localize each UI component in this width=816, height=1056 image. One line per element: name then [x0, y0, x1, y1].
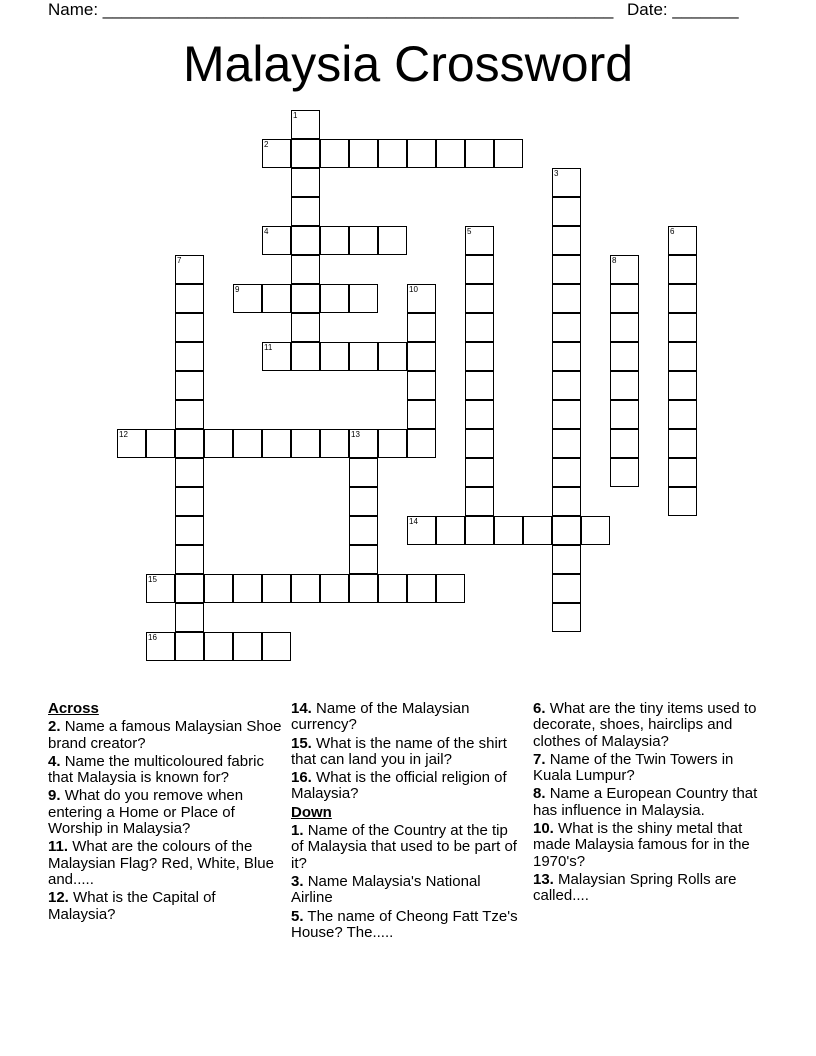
grid-cell[interactable]: [610, 313, 639, 342]
down-clue: [533, 872, 769, 905]
grid-cell[interactable]: [552, 487, 581, 516]
across-clue: [48, 890, 284, 923]
grid-cell[interactable]: [552, 226, 581, 255]
grid-cell[interactable]: [233, 632, 262, 661]
down-clue: [291, 909, 523, 942]
grid-cell[interactable]: [262, 574, 291, 603]
grid-cell[interactable]: [320, 429, 349, 458]
down-clue: [291, 874, 523, 907]
clue-text: What is the Capital of Malaysia?: [48, 889, 216, 923]
cell-number: 7: [177, 256, 182, 265]
grid-cell[interactable]: [552, 197, 581, 226]
clue-text: What are the colours of the Malaysian Flag? Red, White, Blue and.....: [48, 838, 274, 888]
cell-number: 1: [293, 111, 298, 120]
grid-cell[interactable]: [320, 139, 349, 168]
across-clue: [48, 839, 284, 888]
grid-cell[interactable]: [610, 371, 639, 400]
grid-cell[interactable]: [668, 429, 697, 458]
grid-cell[interactable]: [552, 545, 581, 574]
grid-cell[interactable]: [465, 487, 494, 516]
cell-number: 2: [264, 140, 269, 149]
grid-cell[interactable]: [465, 284, 494, 313]
grid-cell[interactable]: [262, 632, 291, 661]
grid-cell[interactable]: [146, 632, 175, 661]
grid-cell[interactable]: [610, 284, 639, 313]
clue-text: What do you remove when entering a Home or Place of Worship in Malaysia?: [48, 787, 244, 838]
grid-cell[interactable]: [291, 342, 320, 371]
grid-cell[interactable]: [146, 574, 175, 603]
grid-cell[interactable]: [175, 574, 204, 603]
cell-number: 10: [409, 285, 418, 294]
clue-number: 15.: [291, 734, 312, 752]
clue-text: Name of the Twin Towers in Kuala Lumpur?: [533, 750, 734, 785]
grid-cell[interactable]: [668, 313, 697, 342]
grid-cell[interactable]: [291, 255, 320, 284]
grid-cell[interactable]: [175, 284, 204, 313]
grid-cell[interactable]: [407, 400, 436, 429]
name-field-line: Name: ______________________________________________________: [48, 0, 614, 19]
grid-cell[interactable]: [349, 516, 378, 545]
grid-cell[interactable]: [436, 574, 465, 603]
grid-cell[interactable]: [204, 574, 233, 603]
grid-cell[interactable]: [668, 342, 697, 371]
cell-number: 13: [351, 430, 360, 439]
grid-cell[interactable]: [291, 139, 320, 168]
grid-cell[interactable]: [668, 371, 697, 400]
grid-cell[interactable]: [349, 284, 378, 313]
cell-number: 3: [554, 169, 559, 178]
across-heading: Across: [48, 700, 99, 717]
grid-cell[interactable]: [233, 574, 262, 603]
grid-cell[interactable]: [465, 255, 494, 284]
cell-number: 16: [148, 633, 157, 642]
clue-text: The name of Cheong Fatt Tze's House? The.....: [291, 907, 518, 941]
grid-cell[interactable]: [378, 139, 407, 168]
grid-cell[interactable]: [320, 574, 349, 603]
grid-cell[interactable]: [407, 371, 436, 400]
grid-cell[interactable]: [494, 516, 523, 545]
grid-cell[interactable]: [175, 429, 204, 458]
clue-number: 11.: [48, 838, 69, 856]
grid-cell[interactable]: [175, 603, 204, 632]
grid-cell[interactable]: [465, 313, 494, 342]
grid-cell[interactable]: [262, 342, 291, 371]
grid-cell[interactable]: [233, 284, 262, 313]
grid-cell[interactable]: [610, 458, 639, 487]
clue-text: What is the official religion of Malaysia?: [291, 769, 507, 803]
grid-cell[interactable]: [378, 226, 407, 255]
grid-cell[interactable]: [349, 458, 378, 487]
grid-cell[interactable]: [320, 342, 349, 371]
grid-cell[interactable]: [610, 255, 639, 284]
clue-text: Name a European Country that has influence in Malaysia.: [533, 785, 758, 819]
grid-cell[interactable]: [552, 400, 581, 429]
clue-text: Name a famous Malaysian Shoe brand creator?: [48, 718, 282, 752]
grid-cell[interactable]: [552, 168, 581, 197]
grid-cell[interactable]: [320, 284, 349, 313]
clue-number: 9.: [48, 787, 61, 805]
across-clue: [291, 736, 523, 769]
grid-cell[interactable]: [175, 371, 204, 400]
grid-cell[interactable]: [552, 313, 581, 342]
cell-number: 14: [409, 517, 418, 526]
grid-cell[interactable]: [349, 545, 378, 574]
grid-cell[interactable]: [407, 342, 436, 371]
clue-number: 7.: [533, 750, 546, 768]
grid-cell[interactable]: [552, 255, 581, 284]
grid-cell[interactable]: [291, 313, 320, 342]
grid-cell[interactable]: [407, 313, 436, 342]
grid-cell[interactable]: [552, 603, 581, 632]
clue-text: Name of the Malaysian currency?: [291, 700, 470, 734]
grid-cell[interactable]: [349, 226, 378, 255]
grid-cell[interactable]: [291, 226, 320, 255]
clue-number: 13.: [533, 870, 554, 888]
grid-cell[interactable]: [465, 429, 494, 458]
grid-cell[interactable]: [668, 226, 697, 255]
cell-number: 9: [235, 285, 240, 294]
grid-cell[interactable]: [407, 284, 436, 313]
grid-cell[interactable]: [407, 574, 436, 603]
grid-cell[interactable]: [436, 139, 465, 168]
across-clue: [48, 788, 284, 837]
cell-number: 5: [467, 227, 472, 236]
clue-text: What is the shiny metal that made Malaysia famous for in the 1970's?: [533, 820, 750, 870]
grid-cell[interactable]: [465, 400, 494, 429]
clue-number: 1.: [291, 822, 304, 840]
grid-cell[interactable]: [320, 226, 349, 255]
grid-cell[interactable]: [610, 429, 639, 458]
grid-cell[interactable]: [581, 516, 610, 545]
cell-number: 12: [119, 430, 128, 439]
clues-column-3: [533, 701, 769, 907]
grid-cell[interactable]: [349, 139, 378, 168]
grid-cell[interactable]: [349, 487, 378, 516]
grid-cell[interactable]: [552, 458, 581, 487]
clue-text: What is the name of the shirt that can land you in jail?: [291, 734, 507, 768]
grid-cell[interactable]: [262, 226, 291, 255]
grid-cell[interactable]: [262, 139, 291, 168]
grid-cell[interactable]: [552, 342, 581, 371]
grid-cell[interactable]: [610, 400, 639, 429]
cell-number: 15: [148, 575, 157, 584]
clue-number: 3.: [291, 872, 304, 890]
grid-cell[interactable]: [349, 429, 378, 458]
grid-cell[interactable]: [552, 574, 581, 603]
grid-cell[interactable]: [175, 516, 204, 545]
down-clue: [533, 821, 769, 870]
cell-number: 11: [264, 343, 273, 352]
grid-cell[interactable]: [262, 284, 291, 313]
grid-cell[interactable]: [146, 429, 175, 458]
grid-cell[interactable]: [407, 139, 436, 168]
clue-number: 4.: [48, 752, 61, 770]
grid-cell[interactable]: [552, 371, 581, 400]
clue-number: 12.: [48, 889, 69, 907]
clue-text: Name Malaysia's National Airline: [291, 872, 481, 907]
grid-cell[interactable]: [291, 110, 320, 139]
grid-cell[interactable]: [291, 197, 320, 226]
grid-cell[interactable]: [465, 342, 494, 371]
grid-cell[interactable]: [494, 139, 523, 168]
grid-cell[interactable]: [204, 429, 233, 458]
grid-cell[interactable]: [349, 342, 378, 371]
grid-cell[interactable]: [465, 371, 494, 400]
grid-cell[interactable]: [668, 400, 697, 429]
grid-cell[interactable]: [175, 255, 204, 284]
grid-cell[interactable]: [610, 342, 639, 371]
clues-column-2: [291, 701, 523, 943]
clue-number: 8.: [533, 785, 546, 803]
cell-number: 6: [670, 227, 675, 236]
grid-cell[interactable]: [233, 429, 262, 458]
grid-cell[interactable]: [523, 516, 552, 545]
grid-cell[interactable]: [668, 458, 697, 487]
page-title: Malaysia Crossword: [182, 36, 634, 92]
across-clue: [48, 719, 284, 752]
grid-cell[interactable]: [436, 516, 465, 545]
grid-cell[interactable]: [407, 516, 436, 545]
grid-cell[interactable]: [349, 574, 378, 603]
grid-cell[interactable]: [175, 458, 204, 487]
grid-cell[interactable]: [291, 284, 320, 313]
grid-cell[interactable]: [552, 284, 581, 313]
grid-cell[interactable]: [175, 400, 204, 429]
across-clue: [48, 754, 284, 787]
down-clue: [533, 701, 769, 750]
grid-cell[interactable]: [291, 429, 320, 458]
grid-cell[interactable]: [378, 429, 407, 458]
grid-cell[interactable]: [668, 487, 697, 516]
grid-cell[interactable]: [175, 487, 204, 516]
grid-cell[interactable]: [552, 429, 581, 458]
grid-cell[interactable]: [175, 545, 204, 574]
grid-cell[interactable]: [465, 516, 494, 545]
clue-text: Name of the Country at the tip of Malaysia that used to be part of it?: [291, 822, 517, 872]
grid-cell[interactable]: [291, 168, 320, 197]
across-clue: [291, 701, 523, 734]
grid-cell[interactable]: [175, 313, 204, 342]
down-clue: [291, 823, 523, 872]
grid-cell[interactable]: [407, 429, 436, 458]
grid-cell[interactable]: [552, 516, 581, 545]
grid-cell[interactable]: [668, 255, 697, 284]
grid-cell[interactable]: [291, 574, 320, 603]
down-clue: [533, 786, 769, 819]
clue-number: 10.: [533, 820, 554, 838]
grid-cell[interactable]: [378, 342, 407, 371]
grid-cell[interactable]: [262, 429, 291, 458]
clue-number: 14.: [291, 700, 312, 717]
grid-cell[interactable]: [175, 342, 204, 371]
clue-text: What are the tiny items used to decorate, shoes, hairclips and clothes of Malaysia?: [533, 700, 757, 750]
clue-number: 16.: [291, 769, 312, 787]
clue-number: 6.: [533, 700, 546, 717]
clue-text: Name the multicoloured fabric that Malaysia is known for?: [48, 752, 264, 787]
clue-number: 2.: [48, 718, 61, 736]
grid-cell[interactable]: [175, 632, 204, 661]
down-heading: Down: [291, 803, 332, 821]
clue-number: 5.: [291, 907, 304, 925]
grid-cell[interactable]: [204, 632, 233, 661]
grid-cell[interactable]: [465, 226, 494, 255]
grid-cell[interactable]: [668, 284, 697, 313]
date-field-line: Date: _______: [627, 0, 739, 19]
grid-cell[interactable]: [117, 429, 146, 458]
grid-cell[interactable]: [465, 139, 494, 168]
cell-number: 8: [612, 256, 617, 265]
grid-cell[interactable]: [378, 574, 407, 603]
clue-text: Malaysian Spring Rolls are called....: [533, 870, 737, 905]
clues-column-1: [48, 701, 284, 925]
cell-number: 4: [264, 227, 269, 236]
down-clue: [533, 752, 769, 785]
grid-cell[interactable]: [465, 458, 494, 487]
across-clue: [291, 770, 523, 803]
